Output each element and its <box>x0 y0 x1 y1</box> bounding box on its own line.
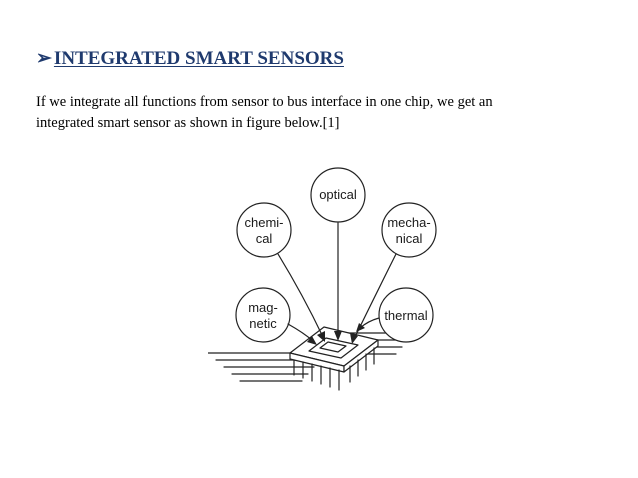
mechanical-circle <box>382 203 436 257</box>
slide-heading <box>36 47 344 70</box>
thermal-arrowhead <box>356 323 365 332</box>
magnetic-circle <box>236 288 290 342</box>
mechanical-label-line1: mecha- <box>387 215 431 230</box>
body-paragraph: If we integrate all functions from sensor to bus interface in one chip, we get an integrated smart sensor as shown in figure below.[1] <box>36 94 493 131</box>
chemical-label-line2: cal <box>255 231 273 246</box>
heading-title: INTEGRATED SMART SENSORS <box>53 48 344 69</box>
chemical-circle <box>237 203 291 257</box>
optical-label: optical <box>319 187 357 202</box>
magnetic-arrow <box>288 324 313 341</box>
smart-sensor-figure <box>208 165 458 400</box>
chemical-label-line1: chemi- <box>244 215 284 230</box>
mechanical-label-line2: nical <box>395 231 423 246</box>
magnetic-label-line2: netic <box>249 316 277 331</box>
thermal-label: thermal <box>384 308 428 323</box>
heading-arrow-bullet: ➢ <box>36 48 52 69</box>
magnetic-label-line1: mag- <box>248 300 278 315</box>
